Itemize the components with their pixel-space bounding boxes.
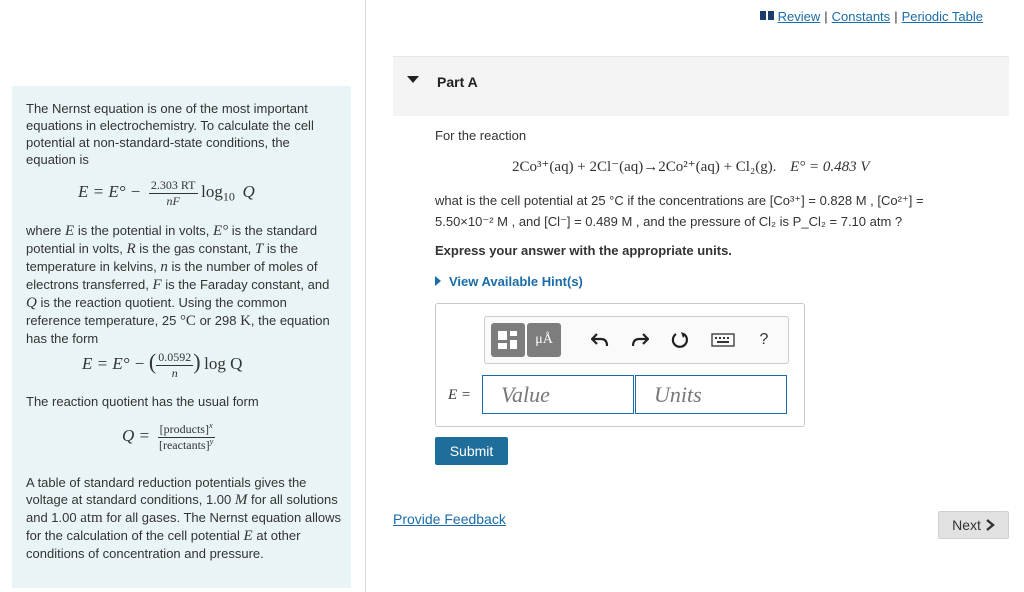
expand-triangle-icon bbox=[435, 276, 441, 286]
answer-label: E = bbox=[448, 387, 472, 403]
reset-icon bbox=[670, 330, 690, 350]
units-input[interactable]: Units bbox=[635, 375, 787, 414]
nernst-equation-298k: E = E° − ( $\frac{0.0592}{n}$ ) log Q bbox=[82, 348, 243, 380]
reset-button[interactable] bbox=[663, 323, 697, 357]
undo-button[interactable] bbox=[583, 323, 617, 357]
panel-divider bbox=[365, 0, 366, 592]
redo-button[interactable] bbox=[623, 323, 657, 357]
review-link[interactable]: Review bbox=[777, 9, 821, 24]
chevron-right-icon bbox=[985, 519, 995, 531]
part-a-header[interactable] bbox=[393, 56, 1009, 116]
answer-instruction: Express your answer with the appropriate units. bbox=[435, 243, 732, 258]
next-button[interactable]: Next bbox=[938, 511, 1009, 539]
intro-paragraph-4: A table of standard reduction potentials gives the voltage at standard conditions, 1.00 M for all solutions and 1.00 atm for all gases. The Nernst equation allows for the calculation of the cell potential E at other conditions of concentration and pressure. bbox=[26, 475, 341, 561]
question-line-2: 5.50×10⁻² M , and [Cl⁻] = 0.489 M , and the pressure of Cl₂ is P_Cl₂ = 7.10 atm ? bbox=[435, 214, 903, 229]
collapse-caret-icon[interactable] bbox=[407, 76, 419, 83]
keyboard-button[interactable] bbox=[703, 323, 743, 357]
intro-paragraph-3: The reaction quotient has the usual form bbox=[26, 394, 259, 409]
redo-icon bbox=[631, 332, 649, 348]
book-icon bbox=[760, 11, 774, 20]
math-toolbar bbox=[484, 316, 789, 364]
part-title: Part A bbox=[437, 74, 478, 90]
question-line-1: what is the cell potential at 25 °C if the concentrations are [Co³⁺] = 0.828 M , [Co²⁺] = bbox=[435, 193, 924, 208]
answer-box bbox=[435, 303, 805, 427]
intro-panel bbox=[12, 86, 351, 588]
top-links: Review | Constants | Periodic Table bbox=[760, 9, 983, 24]
view-hints-toggle[interactable]: View Available Hint(s) bbox=[435, 274, 583, 289]
undo-icon bbox=[591, 332, 609, 348]
nernst-equation: E = E° − $\frac{2.303 RT}{nF}$ $\log_{10} Q$ bbox=[78, 178, 255, 208]
templates-icon bbox=[497, 330, 519, 350]
intro-paragraph-1: The Nernst equation is one of the most important equations in electrochemistry. To calculate the cell potential at non-standard-state conditions, the equation is bbox=[26, 101, 314, 167]
submit-button[interactable]: Submit bbox=[435, 437, 508, 465]
keyboard-icon bbox=[711, 333, 735, 347]
provide-feedback-link[interactable]: Provide Feedback bbox=[393, 511, 506, 527]
constants-link[interactable]: Constants bbox=[831, 9, 891, 24]
intro-paragraph-2: where E is the potential in volts, E° is the standard potential in volts, R is the gas constant, T is the temperature in kelvins, n is the number of moles of electrons transferred, F is the Faraday constant, and Q is the reaction quotient. Using the common reference temperature, 25 °C or 298 K, the equation has the form bbox=[26, 223, 330, 346]
templates-button[interactable] bbox=[491, 323, 525, 357]
value-input[interactable]: Value bbox=[482, 375, 634, 414]
question-intro: For the reaction bbox=[435, 128, 527, 143]
units-button[interactable]: μÅ bbox=[527, 323, 561, 357]
help-button[interactable]: ? bbox=[759, 331, 769, 348]
reaction-equation: 2Co³⁺(aq) + 2Cl⁻(aq)→2Co²⁺(aq) + Cl₂(g). E° = 0.483 V bbox=[512, 159, 870, 175]
reaction-quotient-equation: Q = $\frac{[products]^x}{[reactants]^y}$ bbox=[122, 421, 214, 452]
periodic-table-link[interactable]: Periodic Table bbox=[901, 9, 983, 24]
